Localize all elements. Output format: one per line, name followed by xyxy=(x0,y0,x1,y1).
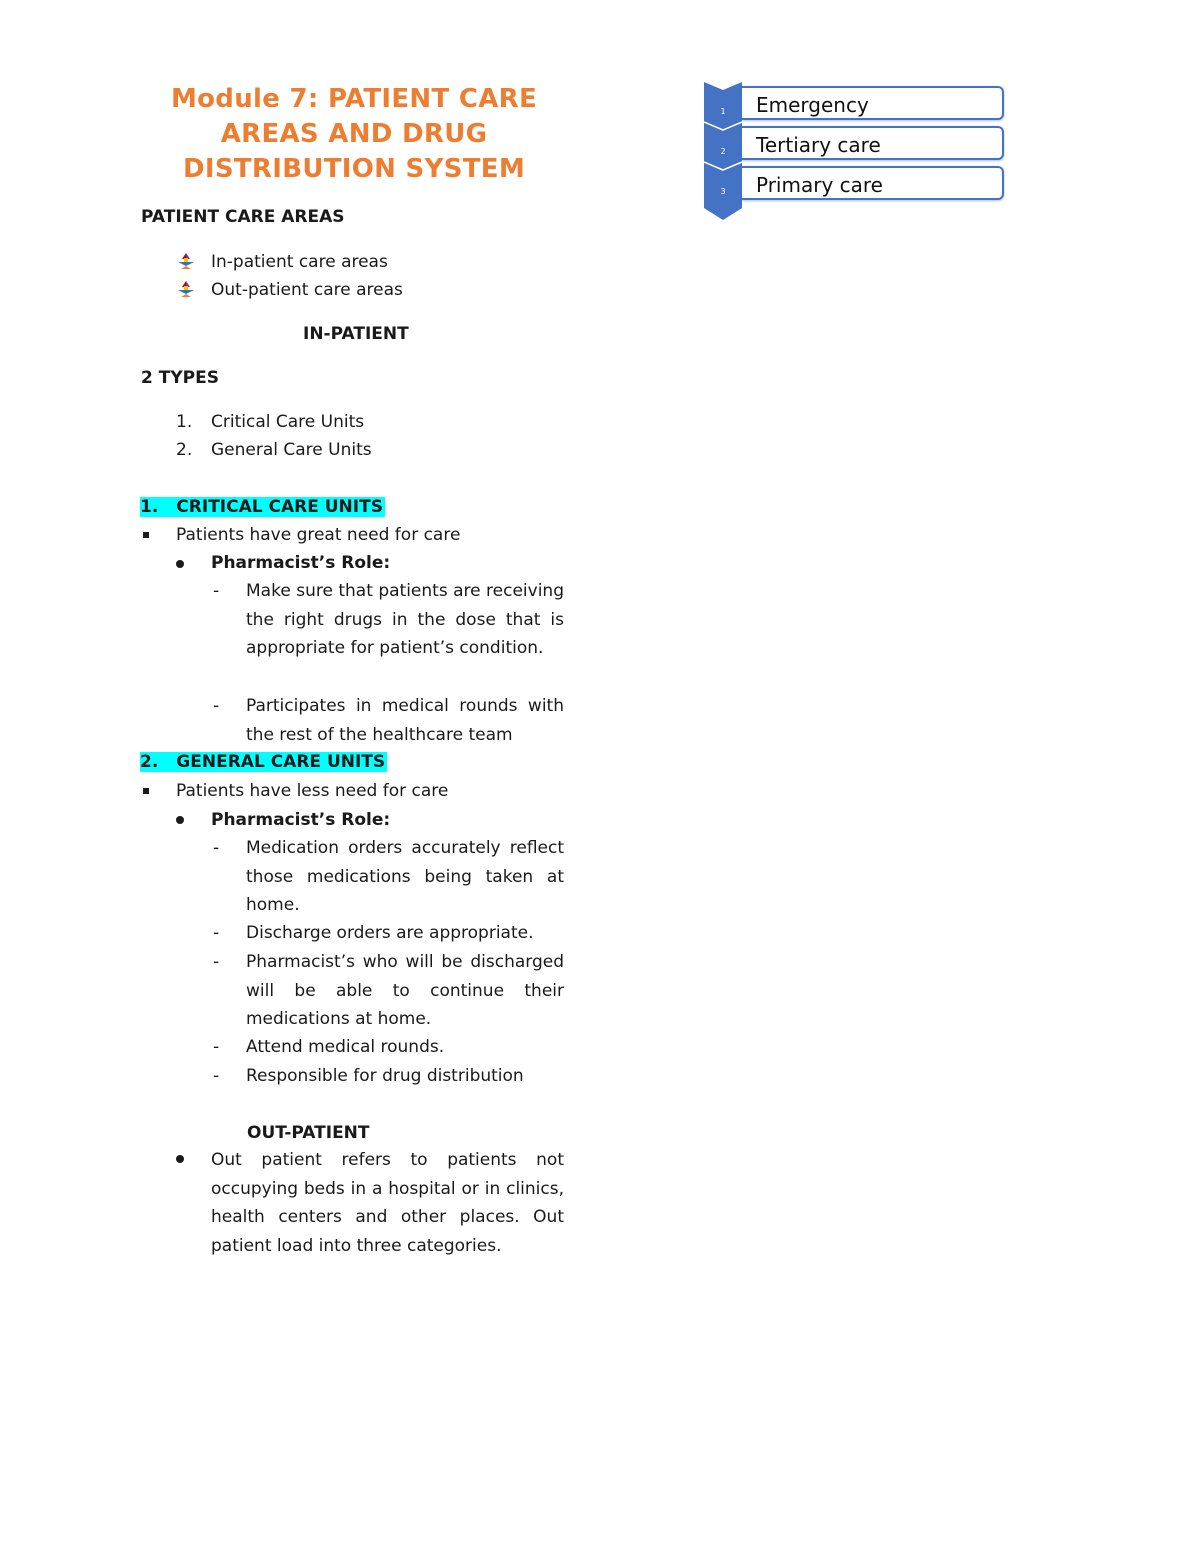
round-bullet-icon xyxy=(176,816,184,824)
dash-bullet-icon: - xyxy=(213,1037,220,1057)
list-item: Critical Care Units xyxy=(211,412,365,432)
step-number: 3 xyxy=(720,187,726,196)
round-bullet-icon xyxy=(176,560,184,568)
section-title: GENERAL CARE UNITS xyxy=(176,752,386,772)
bullet-text: Patients have great need for care xyxy=(176,525,461,545)
list-item: Out-patient care areas xyxy=(211,280,403,300)
document-title xyxy=(140,82,568,187)
role-point: Participates in medical rounds with the rest of the healthcare team xyxy=(246,696,564,745)
round-bullet-icon xyxy=(176,1155,184,1163)
square-bullet-icon xyxy=(143,788,149,794)
types-heading: 2 TYPES xyxy=(141,368,219,388)
section-title: CRITICAL CARE UNITS xyxy=(176,497,383,517)
step-label-tertiary-care: Tertiary care xyxy=(742,126,1004,160)
step-number: 1 xyxy=(720,107,726,116)
list-item: General Care Units xyxy=(211,440,372,460)
arrow-bullet-icon xyxy=(178,253,194,269)
list-item: In-patient care areas xyxy=(211,252,388,272)
step-number: 2 xyxy=(720,147,726,156)
patient-care-areas-heading: PATIENT CARE AREAS xyxy=(141,207,345,227)
dash-bullet-icon: - xyxy=(213,696,220,716)
section-number: 2. xyxy=(140,752,159,772)
outpatient-text: Out patient refers to patients not occupying beds in a hospital or in clinics, health centers and other places. Out patient load into three categories. xyxy=(211,1150,564,1256)
step-label-emergency: Emergency xyxy=(742,86,1004,120)
title-line-2: AREAS AND DRUG xyxy=(220,119,488,149)
dash-bullet-icon: - xyxy=(213,952,220,972)
role-point: Responsible for drug distribution xyxy=(246,1066,524,1086)
role-point: Make sure that patients are receiving the right drugs in the dose that is appropriate for patient’s condition. xyxy=(246,581,564,659)
dash-bullet-icon: - xyxy=(213,1066,220,1086)
square-bullet-icon xyxy=(143,532,149,538)
role-heading: Pharmacist’s Role: xyxy=(211,810,391,830)
arrow-bullet-icon xyxy=(178,281,194,297)
role-point: Medication orders accurately reflect those medications being taken at home. xyxy=(246,838,564,916)
title-line-1: Module 7: PATIENT CARE xyxy=(170,84,538,114)
dash-bullet-icon: - xyxy=(213,838,220,858)
bullet-text: Patients have less need for care xyxy=(176,781,449,801)
section-number: 1. xyxy=(140,497,159,517)
inpatient-heading: IN-PATIENT xyxy=(303,324,409,344)
role-point: Discharge orders are appropriate. xyxy=(246,923,534,943)
list-number: 1. xyxy=(176,412,193,432)
list-number: 2. xyxy=(176,440,193,460)
title-line-3: DISTRIBUTION SYSTEM xyxy=(182,154,525,184)
role-point: Attend medical rounds. xyxy=(246,1037,445,1057)
dash-bullet-icon: - xyxy=(213,923,220,943)
critical-care-heading xyxy=(140,493,385,522)
general-care-heading xyxy=(140,748,387,777)
outpatient-heading: OUT-PATIENT xyxy=(247,1123,370,1143)
step-label-primary-care: Primary care xyxy=(742,166,1004,200)
role-heading: Pharmacist’s Role: xyxy=(211,553,391,573)
role-point: Pharmacist’s who will be discharged will be able to continue their medications at home. xyxy=(246,952,564,1030)
dash-bullet-icon: - xyxy=(213,581,220,601)
